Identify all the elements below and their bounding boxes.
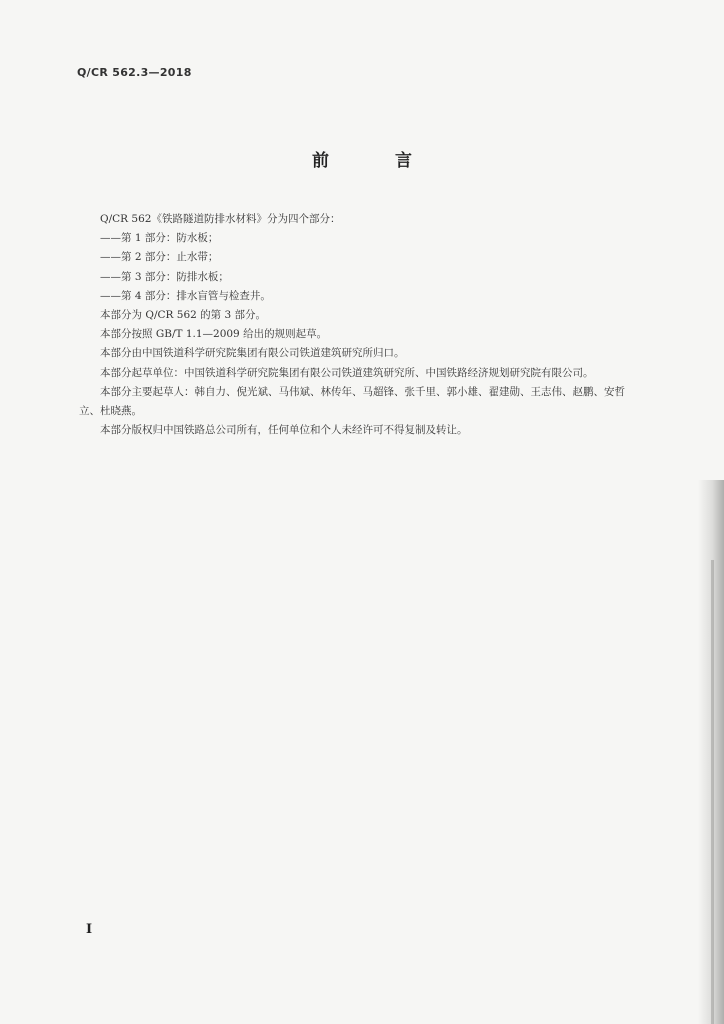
paragraph-drafters: 本部分主要起草人：韩自力、倪光斌、马伟斌、林传年、马超锋、张千里、郭小雄、翟建勋、王志伟、赵鹏、安哲立、杜晓燕。	[79, 385, 625, 418]
paragraph-drafting-rules: 本部分按照 GB/T 1.1—2009 给出的规则起草。	[100, 328, 328, 341]
paragraph-scope: 本部分为 Q/CR 562 的第 3 部分。	[100, 309, 266, 322]
list-item-part-3: ——第 3 部分：防排水板；	[100, 270, 229, 283]
page-number: I	[86, 922, 93, 937]
paragraph-responsible-unit: 本部分由中国铁道科学研究院集团有限公司铁道建筑研究所归口。	[100, 347, 405, 360]
document-code: Q/CR 562.3—2018	[77, 66, 192, 79]
list-item-part-4: ——第 4 部分：排水盲管与检查井。	[100, 289, 271, 302]
scan-edge-line	[711, 560, 714, 1024]
paragraph-drafting-units: 本部分起草单位：中国铁道科学研究院集团有限公司铁道建筑研究所、中国铁路经济规划研究院有限公司。	[100, 366, 594, 379]
foreword-body	[79, 210, 644, 440]
section-title: 前 言	[312, 151, 442, 171]
list-item-part-1: ——第 1 部分：防水板；	[100, 232, 219, 245]
paragraph-intro: Q/CR 562《铁路隧道防排水材料》分为四个部分：	[100, 213, 341, 225]
list-item-part-2: ——第 2 部分：止水带；	[100, 251, 219, 264]
paragraph-copyright: 本部分版权归中国铁路总公司所有，任何单位和个人未经许可不得复制及转让。	[100, 424, 468, 437]
